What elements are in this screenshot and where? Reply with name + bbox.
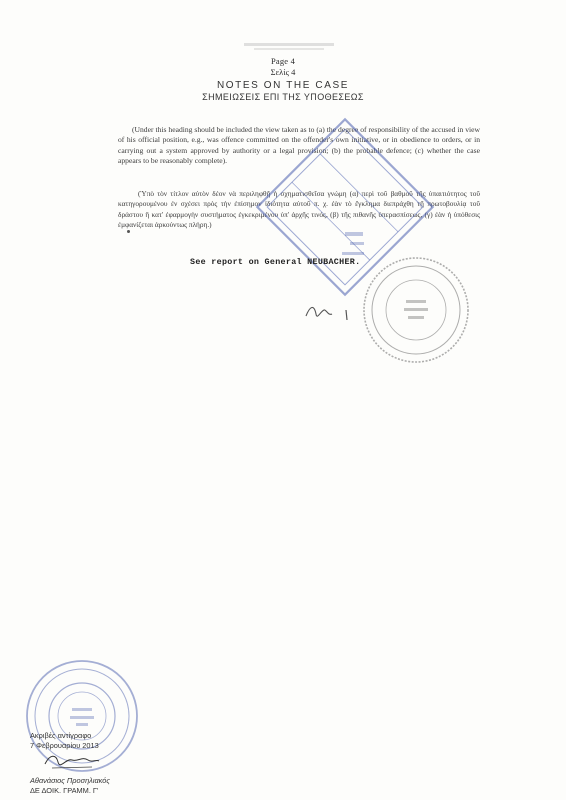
typed-note: See report on General NEUBACHER. <box>190 257 361 267</box>
signatory-name: Αθανάσιος Προσηλιακός <box>30 776 110 785</box>
signatory-title: ΔΕ ΔΟΙΚ. ΓΡΑΜΜ. Γ' <box>30 786 99 795</box>
certified-copy-label: Ακριβές αντίγραφο <box>30 731 92 740</box>
page-label-gr: Σελίς 4 <box>270 67 296 77</box>
section-title-en: NOTES ON THE CASE <box>216 80 350 91</box>
section-title-gr: ΣΗΜΕΙΩΣΕΙΣ ΕΠΙ ΤΗΣ ΥΠΟΘΕΣΕΩΣ <box>202 92 364 102</box>
certification-date: 7 Φεβρουαρίου 2013 <box>30 741 99 750</box>
faint-stamp-text <box>244 40 334 52</box>
round-seal-right <box>356 250 476 370</box>
bullet-dot <box>127 230 130 233</box>
handwritten-initials <box>302 298 362 326</box>
page-label-en: Page 4 <box>270 56 296 66</box>
instructions-english: (Under this heading should be included the view taken as to (a) the degree of responsibility of the accused in view of his official position, e.g., was offence committed on the offender's own initiative, or in obedience to orders, or in carrying out a system approved by authority or a legal provision; (b) the probable defence; (c) whether the case appears to be reasonably complete). <box>118 125 480 166</box>
handwritten-signature <box>42 750 102 774</box>
instructions-greek: (Ὑπὸ τὸν τίτλον αὐτὸν δέον νὰ περιληφθῇ ἡ σχηματισθεῖσα γνώμη (α) περὶ τοῦ βαθμοῦ τῆς ὑπαιτιότητος τοῦ κατηγορουμένου ἐν σχέσει πρὸς τὴν ἐπίσημον ἰδιότητα αὐτοῦ π. χ. ἐὰν τὸ ἔγκλημα διεπράχθη τῇ πρωτοβουλίᾳ τοῦ δράστου ἢ κατ' ἐφαρμογὴν συστήματος ἐγκεκριμένου ὑπ' ἀρχῆς τινός, (β) τῆς πιθανῆς ὑπερασπίσεως, (γ) ἐὰν ἡ ὑπόθεσις ἐμφανίζεται ἀρκούντως πλήρη.) <box>118 189 480 230</box>
